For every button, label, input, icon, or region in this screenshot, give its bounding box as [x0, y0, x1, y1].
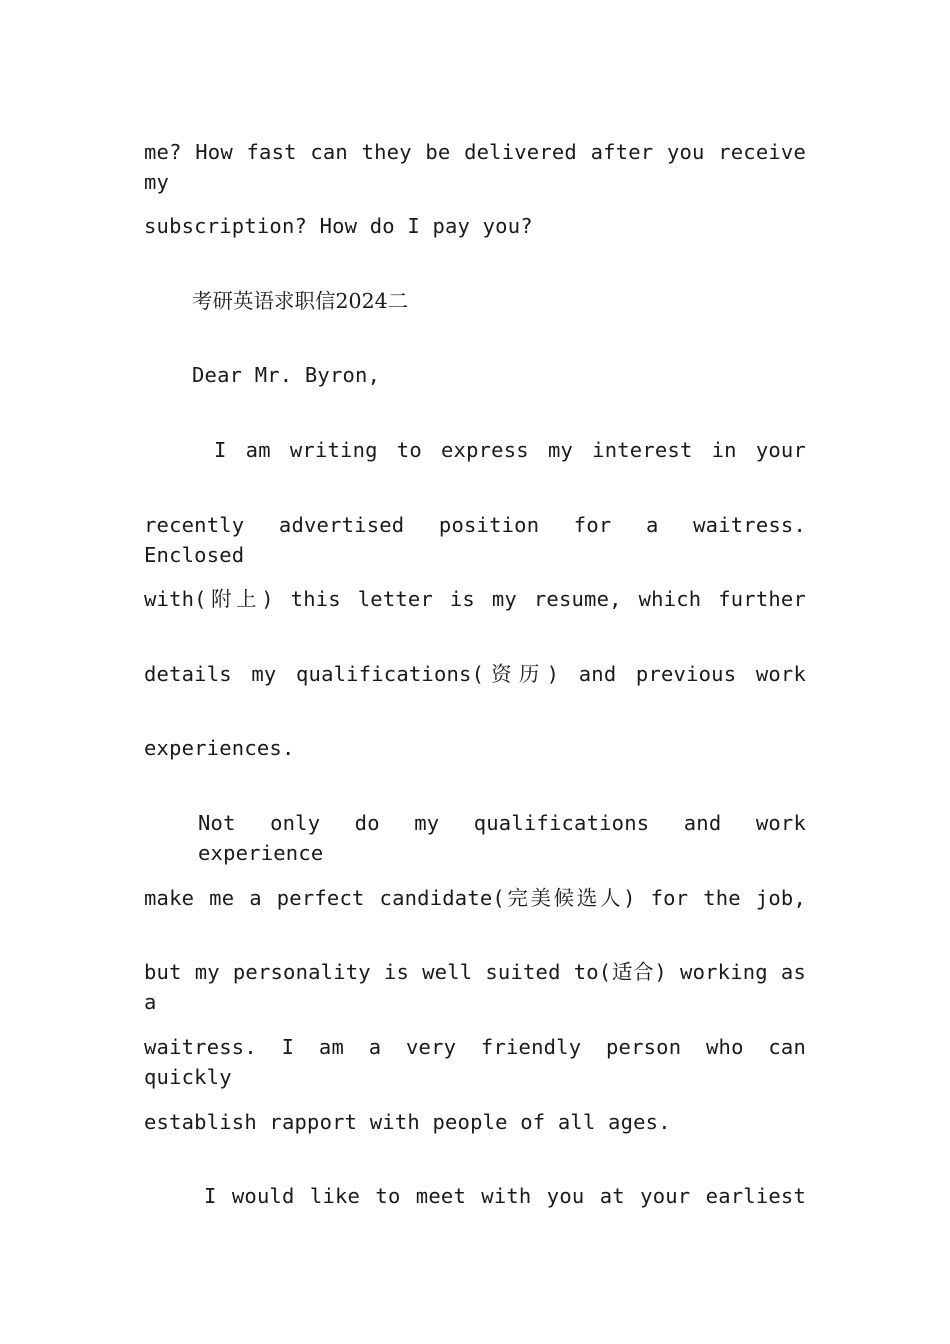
section-heading: 考研英语求职信2024二: [192, 289, 409, 313]
paragraph-line-6: details my qualifications(资历) and previous work: [144, 662, 806, 686]
paragraph-line-9: make me a perfect candidate(完美候选人) for the job,: [144, 886, 806, 910]
paragraph-line-4: recently advertised position for a waitress. Enclosed: [144, 513, 806, 567]
paragraph-line-8: Not only do my qualifications and work experience: [198, 811, 806, 865]
salutation: Dear Mr. Byron,: [192, 363, 381, 387]
paragraph-line-11: waitress. I am a very friendly person who can quickly: [144, 1035, 806, 1089]
paragraph-line-7: experiences.: [144, 736, 295, 760]
paragraph-line-3: I am writing to express my interest in your: [214, 438, 806, 462]
paragraph-line-1: me? How fast can they be delivered after you receive my: [144, 140, 806, 194]
paragraph-line-13: I would like to meet with you at your earliest: [204, 1184, 806, 1208]
paragraph-line-5: with(附上) this letter is my resume, which further: [144, 587, 806, 611]
paragraph-line-12: establish rapport with people of all ages.: [144, 1110, 671, 1134]
paragraph-line-2: subscription? How do I pay you?: [144, 214, 533, 238]
paragraph-line-10: but my personality is well suited to(适合) working as a: [144, 960, 806, 1014]
